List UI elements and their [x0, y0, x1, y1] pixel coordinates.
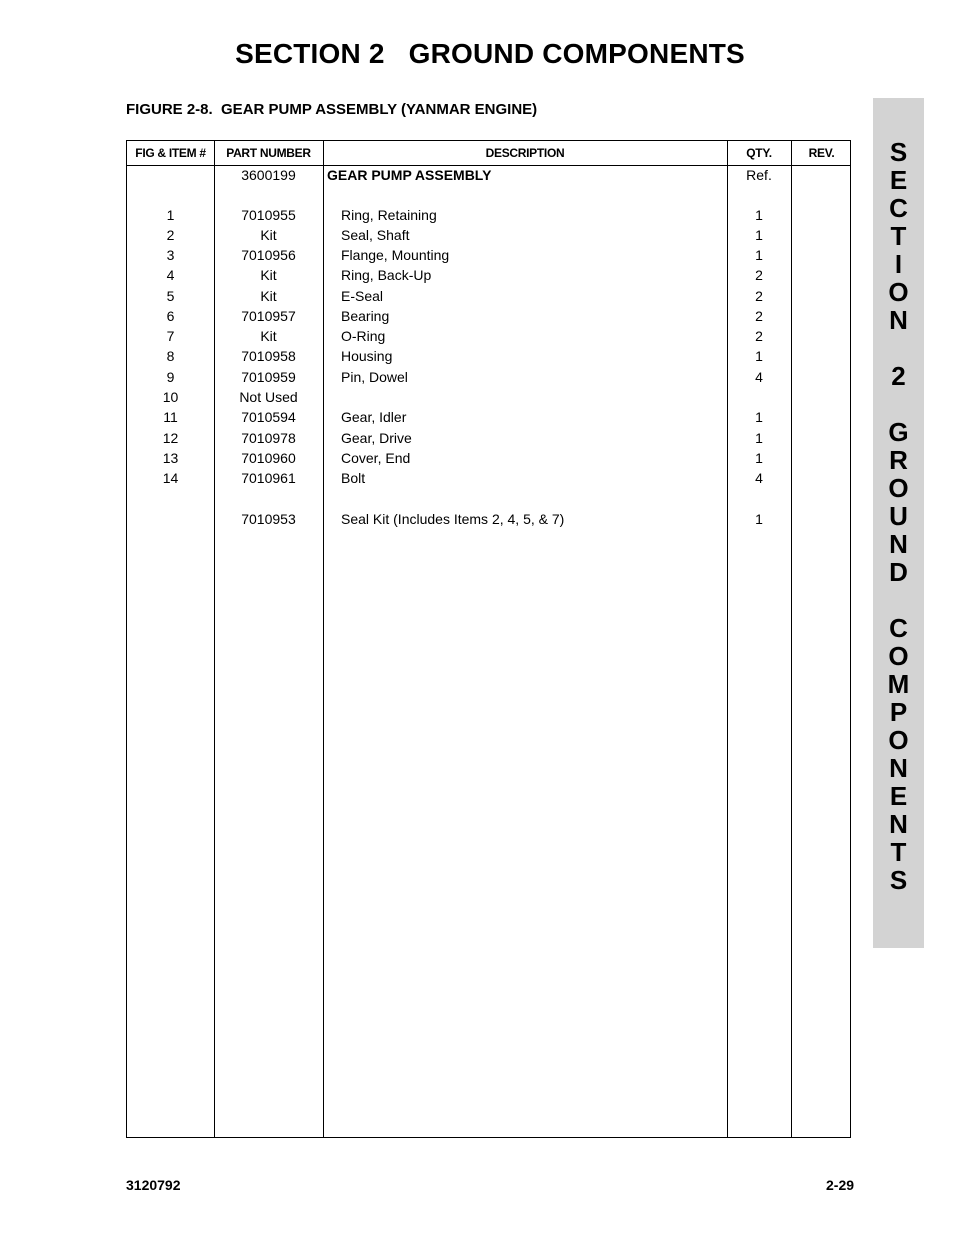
fig-item-cell: 5	[166, 288, 175, 304]
description-cell: Ring, Back-Up	[341, 267, 432, 283]
description-cell: Pin, Dowel	[341, 369, 408, 385]
qty-cell: 2	[755, 308, 763, 324]
qty-cell: 2	[755, 288, 763, 304]
part-number-cell: 3600199	[241, 167, 296, 183]
fig-item-cell: 2	[166, 227, 175, 243]
table-row	[127, 367, 850, 387]
fig-item-cell: 11	[163, 409, 178, 425]
description-cell: Bearing	[341, 308, 390, 324]
description-cell: GEAR PUMP ASSEMBLY	[327, 167, 492, 183]
table-row	[127, 448, 850, 468]
qty-cell: 1	[755, 430, 763, 446]
qty-cell: 4	[755, 369, 763, 385]
qty-cell: 2	[755, 267, 763, 283]
qty-cell: 1	[755, 348, 763, 364]
table-row	[127, 428, 850, 448]
table-row	[127, 225, 850, 245]
description-cell: Flange, Mounting	[341, 247, 450, 263]
document-number: 3120792	[126, 1177, 181, 1193]
description-cell: Housing	[341, 348, 393, 364]
fig-item-cell: 10	[162, 389, 179, 405]
description-cell: Seal Kit (Includes Items 2, 4, 5, & 7)	[341, 511, 565, 527]
part-number-cell: 7010961	[241, 470, 296, 486]
page-number: 2-29	[826, 1177, 855, 1193]
section-title: SECTION 2 GROUND COMPONENTS	[235, 38, 745, 69]
qty-cell: 1	[755, 247, 763, 263]
table-row	[127, 509, 850, 529]
table-row	[127, 265, 850, 285]
description-cell: O-Ring	[341, 328, 386, 344]
qty-cell: 1	[755, 511, 763, 527]
fig-item-cell: 7	[166, 328, 175, 344]
header-description: DESCRIPTION	[485, 146, 565, 160]
table-row	[127, 165, 850, 185]
fig-item-cell: 8	[166, 348, 175, 364]
part-number-cell: Not Used	[239, 389, 298, 405]
part-number-cell: Kit	[260, 267, 277, 283]
qty-cell: Ref.	[746, 167, 772, 183]
qty-cell: 2	[755, 328, 763, 344]
figure-title: FIGURE 2-8. GEAR PUMP ASSEMBLY (YANMAR ENGINE)	[126, 101, 538, 118]
fig-item-cell: 1	[166, 207, 175, 223]
part-number-cell: 7010959	[241, 369, 296, 385]
part-number-cell: 7010978	[241, 430, 296, 446]
part-number-cell: 7010957	[241, 308, 296, 324]
description-cell: Cover, End	[341, 450, 411, 466]
qty-cell: 1	[755, 227, 763, 243]
fig-item-cell: 12	[162, 430, 179, 446]
part-number-cell: Kit	[260, 328, 277, 344]
qty-cell: 4	[755, 470, 763, 486]
fig-item-cell: 9	[166, 369, 175, 385]
header-part-number: PART NUMBER	[226, 146, 311, 160]
fig-item-cell: 6	[166, 308, 175, 324]
table-row	[127, 387, 850, 407]
table-row	[127, 306, 850, 326]
table-row	[127, 468, 850, 488]
description-cell: Gear, Idler	[341, 409, 407, 425]
part-number-cell: 7010953	[241, 511, 296, 527]
parts-table	[126, 140, 851, 1138]
table-row	[127, 245, 850, 265]
table-row	[127, 286, 850, 306]
table-row	[127, 407, 850, 427]
qty-cell: 1	[755, 409, 763, 425]
qty-cell: 1	[755, 450, 763, 466]
description-cell: Bolt	[341, 470, 366, 486]
side-tab-label: S E C T I O N 2 G R O U N D C O M P O N E N T S	[887, 137, 910, 895]
fig-item-cell: 14	[162, 470, 179, 486]
part-number-cell: Kit	[260, 288, 277, 304]
table-row	[127, 326, 850, 346]
part-number-cell: 7010960	[241, 450, 296, 466]
table-row	[127, 346, 850, 366]
part-number-cell: 7010594	[241, 409, 296, 425]
qty-cell: 1	[755, 207, 763, 223]
description-cell: Ring, Retaining	[341, 207, 437, 223]
table-row	[127, 205, 850, 225]
description-cell: E-Seal	[341, 288, 384, 304]
fig-item-cell: 4	[166, 267, 175, 283]
header-rev: REV.	[808, 146, 835, 160]
header-fig-item: FIG & ITEM #	[135, 146, 206, 160]
section-side-tab	[873, 98, 924, 948]
header-qty: QTY.	[746, 146, 772, 160]
fig-item-cell: 3	[166, 247, 175, 263]
part-number-cell: 7010956	[241, 247, 296, 263]
part-number-cell: Kit	[260, 227, 277, 243]
part-number-cell: 7010955	[241, 207, 296, 223]
description-cell: Gear, Drive	[341, 430, 412, 446]
description-cell: Seal, Shaft	[341, 227, 410, 243]
fig-item-cell: 13	[162, 450, 179, 466]
part-number-cell: 7010958	[241, 348, 296, 364]
